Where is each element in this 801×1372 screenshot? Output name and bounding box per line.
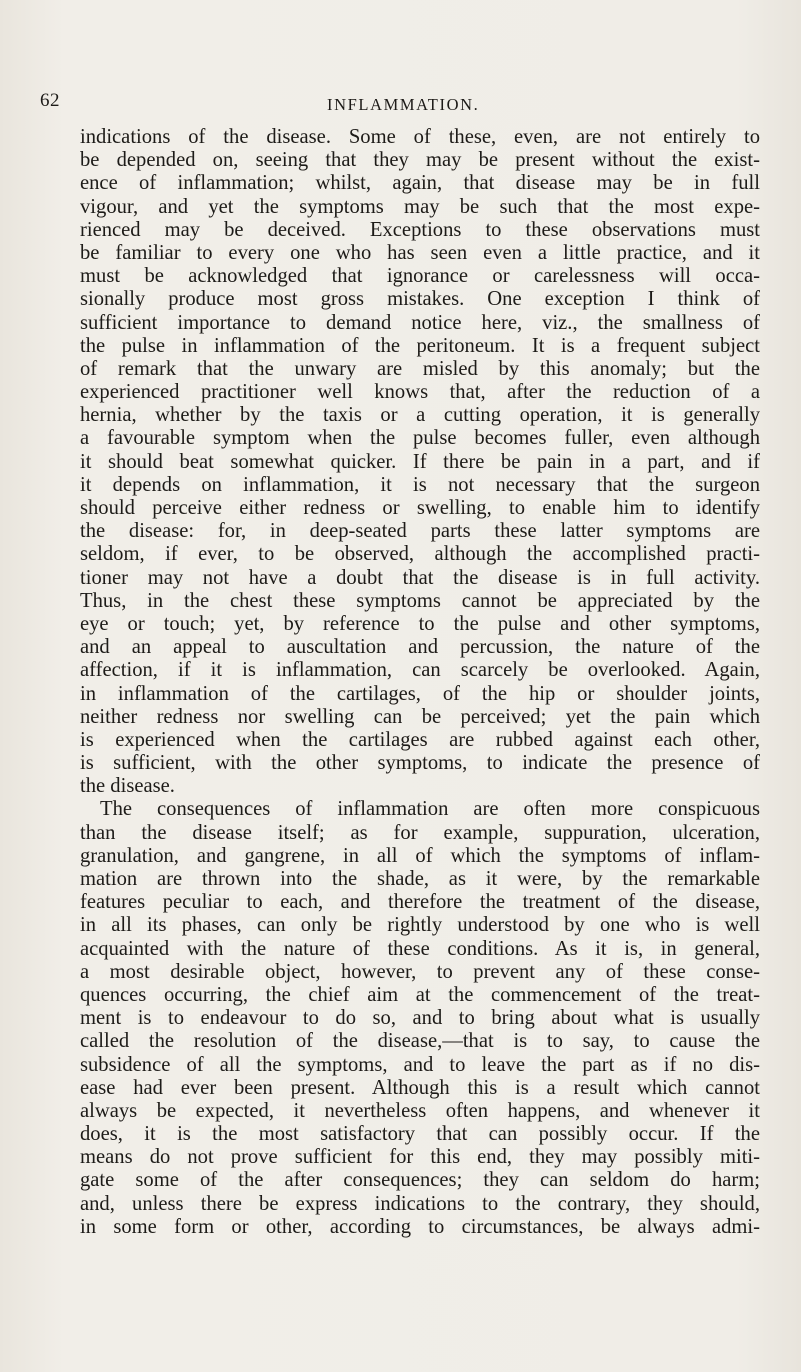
text-line: the disease. bbox=[80, 775, 175, 798]
text-line: Thus, in the chest these symptoms cannot be appreciated by the bbox=[80, 589, 760, 612]
text-line: mation are thrown into the shade, as it were, by the remarkable bbox=[80, 868, 760, 890]
text-line: quences occurring, the chief aim at the commencement of the treat- bbox=[80, 983, 760, 1006]
text-line: subsidence of all the symptoms, and to leave the part as if no dis- bbox=[80, 1053, 760, 1076]
text-line: a favourable symptom when the pulse becomes fuller, even although bbox=[80, 427, 760, 450]
text-line: and an appeal to auscultation and percussion, the nature of the bbox=[80, 636, 760, 659]
body-text bbox=[80, 126, 760, 1239]
text-line: called the resolution of the disease,—that is to say, to cause the bbox=[80, 1030, 760, 1053]
text-line: than the disease itself; as for example, suppuration, ulceration, bbox=[80, 821, 760, 844]
running-head: INFLAMMATION. bbox=[327, 95, 480, 114]
text-line: is experienced when the cartilages are rubbed against each other, bbox=[80, 728, 760, 751]
text-line: rienced may be deceived. Exceptions to these observations must bbox=[80, 218, 760, 241]
text-line: vigour, and yet the symptoms may be such that the most expe- bbox=[80, 195, 760, 218]
text-line: ence of inflammation; whilst, again, that disease may be in full bbox=[80, 172, 760, 195]
text-line: in inflammation of the cartilages, of the hip or shoulder joints, bbox=[80, 682, 760, 705]
page-number: 62 bbox=[40, 90, 60, 111]
text-line: means do not prove sufficient for this end, they may possibly miti- bbox=[80, 1146, 760, 1169]
text-line: of remark that the unwary are misled by this anomaly; but the bbox=[80, 357, 760, 380]
text-line: be familiar to every one who has seen even a little practice, and it bbox=[80, 241, 760, 264]
text-line: sionally produce most gross mistakes. One exception I think of bbox=[80, 288, 760, 311]
text-line: acquainted with the nature of these conditions. As it is, in general, bbox=[80, 937, 760, 960]
text-line: be depended on, seeing that they may be present without the exist- bbox=[80, 149, 760, 172]
text-line: eye or touch; yet, by reference to the pulse and other symptoms, bbox=[80, 612, 760, 635]
text-line: in all its phases, can only be rightly understood by one who is well bbox=[80, 914, 760, 937]
text-line: experienced practitioner well knows that, after the reduction of a bbox=[80, 381, 760, 404]
text-line: in some form or other, according to circumstances, be always admi- bbox=[80, 1215, 760, 1238]
text-line: is sufficient, with the other symptoms, to indicate the presence of bbox=[80, 752, 760, 775]
text-line: it should beat somewhat quicker. If there be pain in a part, and if bbox=[80, 450, 760, 473]
text-line: must be acknowledged that ignorance or carelessness will occa- bbox=[80, 265, 760, 288]
text-line: tioner may not have a doubt that the disease is in full activity. bbox=[80, 566, 760, 589]
text-line: ment is to endeavour to do so, and to bring about what is usually bbox=[80, 1007, 760, 1030]
paragraph bbox=[80, 798, 760, 1239]
text-line: granulation, and gangrene, in all of which the symptoms of inflam- bbox=[80, 844, 760, 867]
text-line: should perceive either redness or swelling, to enable him to identify bbox=[80, 497, 760, 519]
text-line: a most desirable object, however, to prevent any of these conse- bbox=[80, 960, 760, 983]
text-line: neither redness nor swelling can be perceived; yet the pain which bbox=[80, 705, 760, 728]
text-line: the disease: for, in deep-seated parts these latter symptoms are bbox=[80, 520, 760, 543]
text-line: hernia, whether by the taxis or a cutting operation, it is generally bbox=[80, 404, 760, 427]
text-line: gate some of the after consequences; they can seldom do harm; bbox=[80, 1169, 760, 1192]
text-line: sufficient importance to demand notice here, viz., the smallness of bbox=[80, 311, 760, 334]
text-line: and, unless there be express indications to the contrary, they should, bbox=[80, 1192, 760, 1215]
text-line: ease had ever been present. Although this is a result which cannot bbox=[80, 1076, 760, 1099]
text-line: does, it is the most satisfactory that can possibly occur. If the bbox=[80, 1123, 760, 1146]
text-line: The consequences of inflammation are often more conspicuous bbox=[100, 798, 760, 821]
text-line: seldom, if ever, to be observed, although the accomplished practi- bbox=[80, 543, 760, 566]
text-line: indications of the disease. Some of these, even, are not entirely to bbox=[80, 126, 760, 148]
text-line: the pulse in inflammation of the peritoneum. It is a frequent subject bbox=[80, 334, 760, 357]
text-line: features peculiar to each, and therefore the treatment of the disease, bbox=[80, 891, 760, 914]
paragraph bbox=[80, 126, 760, 798]
text-line: it depends on inflammation, it is not necessary that the surgeon bbox=[80, 473, 760, 496]
text-line: affection, if it is inflammation, can scarcely be overlooked. Again, bbox=[80, 659, 760, 682]
text-line: always be expected, it nevertheless often happens, and whenever it bbox=[80, 1099, 760, 1122]
